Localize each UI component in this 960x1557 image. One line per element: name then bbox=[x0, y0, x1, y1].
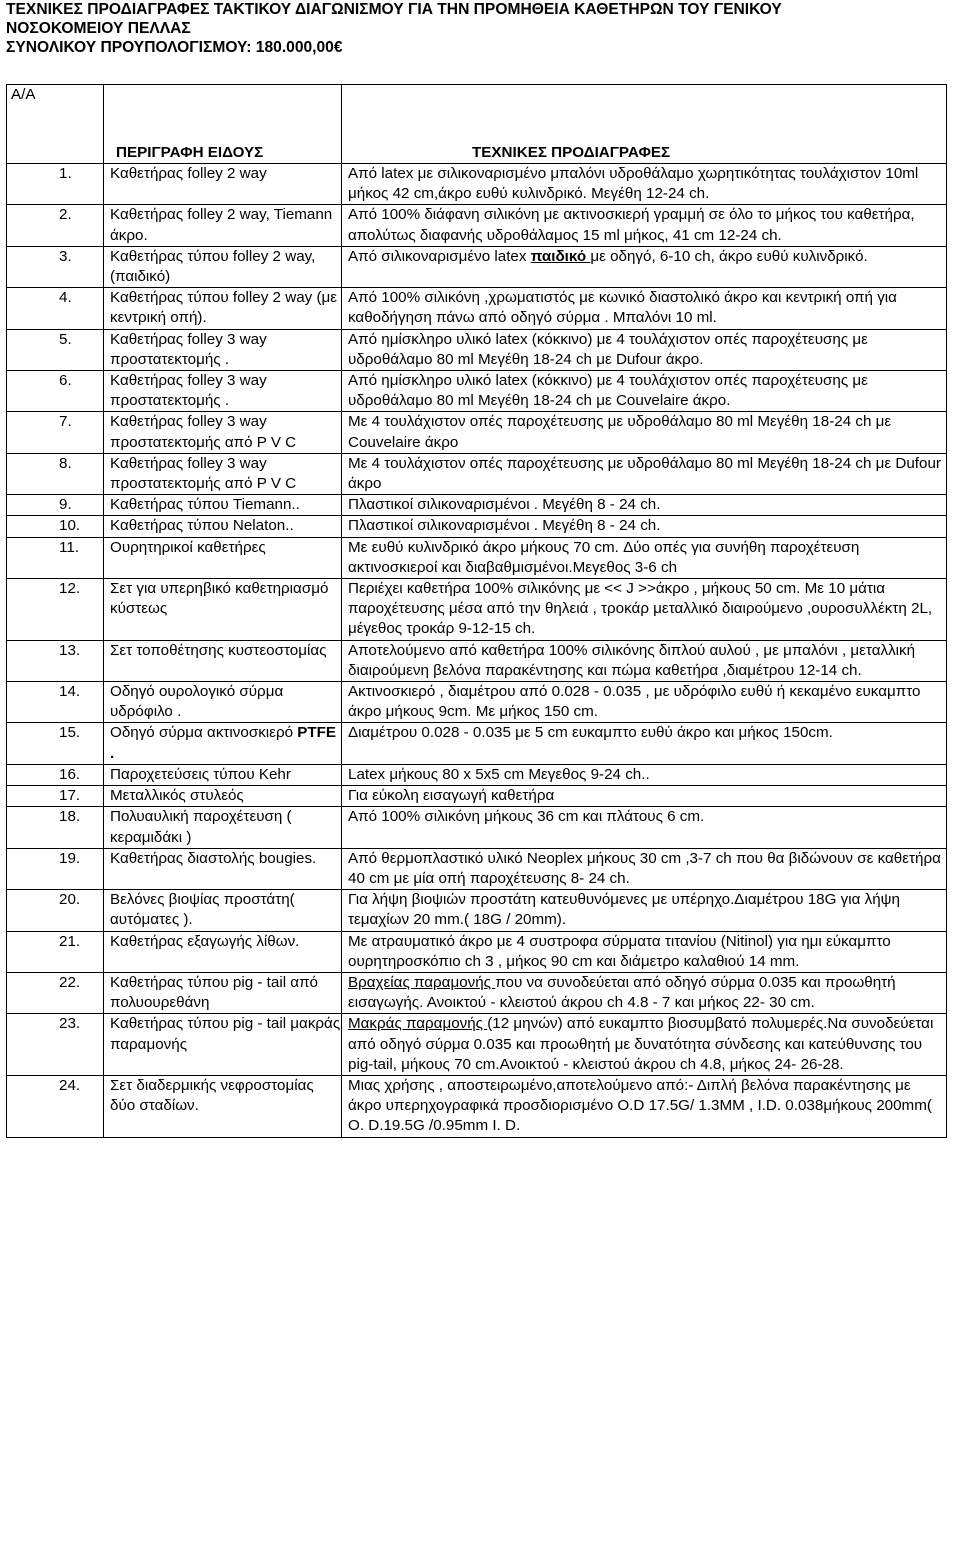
row-number: 4. bbox=[7, 288, 104, 329]
row-specification: Με 4 τουλάχιστον οπές παροχέτευσης με υδροθάλαμο 80 ml Μεγέθη 18-24 ch με Couvelaire άκρο bbox=[342, 412, 947, 453]
specification-underlined-text: Μακράς παραμονής bbox=[348, 1015, 488, 1033]
row-description: Καθετήρας τύπου Nelaton.. bbox=[104, 516, 342, 537]
description-text: Οδηγό σύρμα ακτινοσκιερό bbox=[110, 724, 298, 742]
row-specification: Από θερμοπλαστικό υλικό Neoplex μήκους 30 cm ,3-7 ch που θα βιδώνουν σε καθετήρα 40 cm με μία οπή παροχέτευσης 8- 24 ch. bbox=[342, 848, 947, 889]
description-bold-text: PTFE . bbox=[110, 724, 337, 762]
table-row bbox=[7, 537, 947, 578]
row-specification: Ακτινοσκιερό , διαμέτρου από 0.028 - 0.035 , με υδρόφιλο ευθύ ή κεκαμένο ευκαμπτο άκρο μήκους 9cm. Με μήκος 150 cm. bbox=[342, 682, 947, 723]
row-description: Καθετήρας τύπου Tiemann.. bbox=[104, 495, 342, 516]
table-row bbox=[7, 246, 947, 287]
heading-line-1: ΤΕΧΝΙΚΕΣ ΠΡΟΔΙΑΓΡΑΦΕΣ ΤΑΚΤΙΚΟΥ ΔΙΑΓΩΝΙΣΜΟΥ ΓΙΑ ΤΗΝ ΠΡΟΜΗΘΕΙΑ ΚΑΘΕΤΗΡΩΝ ΤΟΥ ΓΕΝΙΚΟΥ bbox=[6, 1, 782, 18]
row-specification bbox=[342, 246, 947, 287]
row-number: 14. bbox=[7, 682, 104, 723]
row-description: Καθετήρας διαστολής bougies. bbox=[104, 848, 342, 889]
row-description: Καθετήρας τύπου pig - tail μακράς παραμονής bbox=[104, 1014, 342, 1076]
row-specification: Latex μήκους 80 x 5x5 cm Μεγεθος 9-24 ch.. bbox=[342, 764, 947, 785]
table-row bbox=[7, 495, 947, 516]
row-description: Πολυαυλική παροχέτευση ( κεραμιδάκι ) bbox=[104, 807, 342, 848]
specification-underlined-text: παιδικό bbox=[530, 247, 591, 265]
row-number: 11. bbox=[7, 537, 104, 578]
table-row bbox=[7, 164, 947, 205]
table-row bbox=[7, 848, 947, 889]
row-specification: Από 100% σιλικόνη ,χρωματιστός με κωνικό διαστολικό άκρο και κεντρική οπή για καθοδήγηση πάνω από οδηγό σύρμα . Μπαλόνι 10 ml. bbox=[342, 288, 947, 329]
row-number: 20. bbox=[7, 890, 104, 931]
row-specification: Περιέχει καθετήρα 100% σιλικόνης με << J >>άκρο , μήκους 50 cm. Με 10 μάτια παροχέτευσης μέσα από την θηλειά , τροκάρ μεταλλικό διαιρούμενο ,ουροσυλλέκτη 2L, μέγεθος τροκάρ 9-12-15 ch. bbox=[342, 579, 947, 641]
table-row bbox=[7, 723, 947, 764]
row-number: 12. bbox=[7, 579, 104, 641]
row-description: Καθετήρας τύπου folley 2 way, (παιδικό) bbox=[104, 246, 342, 287]
row-number: 8. bbox=[7, 453, 104, 494]
table-row bbox=[7, 579, 947, 641]
row-number: 6. bbox=[7, 371, 104, 412]
row-description: Καθετήρας folley 3 way προστατεκτομής από P V C bbox=[104, 453, 342, 494]
specifications-table bbox=[6, 84, 947, 1138]
specification-text: Από σιλικοναρισμένο latex bbox=[348, 247, 531, 265]
row-specification bbox=[342, 1014, 947, 1076]
table-row bbox=[7, 516, 947, 537]
row-specification: Με 4 τουλάχιστον οπές παροχέτευσης με υδροθάλαμο 80 ml Μεγέθη 18-24 ch με Dufour άκρο bbox=[342, 453, 947, 494]
row-description: Καθετήρας τύπου pig - tail από πολυουρεθάνη bbox=[104, 972, 342, 1013]
row-description: Οδηγό ουρολογικό σύρμα υδρόφιλο . bbox=[104, 682, 342, 723]
table-row bbox=[7, 682, 947, 723]
table-row bbox=[7, 807, 947, 848]
heading-line-2: ΝΟΣΟΚΟΜΕΙΟΥ ΠΕΛΛΑΣ bbox=[6, 20, 191, 37]
table-row bbox=[7, 764, 947, 785]
table-row bbox=[7, 288, 947, 329]
row-specification: Από ημίσκληρο υλικό latex (κόκκινο) με 4 τουλάχιστον οπές παροχέτευσης με υδροθάλαμο 80 ml Μεγέθη 18-24 ch με Couvelaire άκρο. bbox=[342, 371, 947, 412]
row-number: 21. bbox=[7, 931, 104, 972]
row-description: Σετ διαδερμικής νεφροστομίας δύο σταδίων. bbox=[104, 1075, 342, 1137]
header-specifications: ΤΕΧΝΙΚΕΣ ΠΡΟΔΙΑΓΡΑΦΕΣ bbox=[342, 85, 947, 164]
row-description: Καθετήρας folley 2 way bbox=[104, 164, 342, 205]
row-number: 10. bbox=[7, 516, 104, 537]
row-description: Καθετήρας τύπου folley 2 way (με κεντρική οπή). bbox=[104, 288, 342, 329]
specification-text: (12 μηνών) από ευκαμπτο βιοσυμβατό πολυμερές.Να συνοδεύεται από οδηγό σύρμα 0.035 και προωθητή με δυνατότητα σύνδεσης και κατεύθυνσης του pig-tail, μήκους 70 cm.Ανοικτού - κλειστού άκρου ch 4.8, μήκος 24- 26-28. bbox=[348, 1015, 934, 1073]
header-aa: Α/Α bbox=[7, 85, 104, 164]
header-description: ΠΕΡΙΓΡΑΦΗ ΕΙΔΟΥΣ bbox=[104, 85, 342, 164]
row-description: Καθετήρας εξαγωγής λίθων. bbox=[104, 931, 342, 972]
row-number: 5. bbox=[7, 329, 104, 370]
row-specification: Από 100% σιλικόνη μήκους 36 cm και πλάτους 6 cm. bbox=[342, 807, 947, 848]
row-description: Καθετήρας folley 2 way, Tiemann άκρο. bbox=[104, 205, 342, 246]
table-row bbox=[7, 412, 947, 453]
row-specification: Με ατραυματικό άκρο με 4 συστροφα σύρματα τιτανίου (Nitinol) για ημι εύκαμπτο ουρητηροσκόπιο ch 3 , μήκος 90 cm και διάμετρο καλαθιού 14 mm. bbox=[342, 931, 947, 972]
table-row bbox=[7, 1075, 947, 1137]
row-number: 18. bbox=[7, 807, 104, 848]
row-specification: Για λήψη βιοψιών προστάτη κατευθυνόμενες με υπέρηχο.Διαμέτρου 18G για λήψη τεμαχίων 20 mm.( 18G / 20mm). bbox=[342, 890, 947, 931]
row-number: 19. bbox=[7, 848, 104, 889]
table-row bbox=[7, 972, 947, 1013]
row-specification: Από ημίσκληρο υλικό latex (κόκκινο) με 4 τουλάχιστον οπές παροχέτευσης με υδροθάλαμο 80 ml Μεγέθη 18-24 ch με Dufour άκρο. bbox=[342, 329, 947, 370]
row-description: Καθετήρας folley 3 way προστατεκτομής . bbox=[104, 371, 342, 412]
row-specification bbox=[342, 972, 947, 1013]
table-row bbox=[7, 786, 947, 807]
heading-line-3: ΣΥΝΟΛΙΚΟΥ ΠΡΟΥΠΟΛΟΓΙΣΜΟΥ: 180.000,00€ bbox=[6, 39, 343, 56]
row-number: 7. bbox=[7, 412, 104, 453]
row-number: 13. bbox=[7, 640, 104, 681]
row-description: Σετ τοποθέτησης κυστεοστομίας bbox=[104, 640, 342, 681]
table-row bbox=[7, 371, 947, 412]
row-specification: Για εύκολη εισαγωγή καθετήρα bbox=[342, 786, 947, 807]
specification-text: που να συνοδεύεται από οδηγό σύρμα 0.035 και προωθητή εισαγωγής. Ανοικτού - κλειστού άκρου ch 4.8 - 7 και μήκος 22- 30 cm. bbox=[348, 973, 896, 1012]
specification-underlined-text: Βραχείας παραμονής bbox=[348, 973, 496, 991]
specification-text: με οδηγό, 6-10 ch, άκρο ευθύ κυλινδρικό. bbox=[590, 247, 868, 265]
row-specification: Μιας χρήσης , αποστειρωμένο,αποτελούμενο από:- Διπλή βελόνα παρακέντησης με άκρο υπερηχογραφικά προσδιορισμένο O.D 17.5G/ 1.3MM , I.D. 0.038μήκους 200mm( O. D.19.5G /0.95mm I. D. bbox=[342, 1075, 947, 1137]
row-description: Μεταλλικός στυλεός bbox=[104, 786, 342, 807]
row-number: 15. bbox=[7, 723, 104, 764]
row-description: Καθετήρας folley 3 way προστατεκτομής από P V C bbox=[104, 412, 342, 453]
row-number: 2. bbox=[7, 205, 104, 246]
row-specification: Αποτελούμενο από καθετήρα 100% σιλικόνης διπλού αυλού , με μπαλόνι , μεταλλική διαιρούμενη βελόνα παρακέντησης και πώμα καθετήρα ,διαμέτρου 12-14 ch. bbox=[342, 640, 947, 681]
row-description: Παροχετεύσεις τύπου Kehr bbox=[104, 764, 342, 785]
row-specification: Με ευθύ κυλινδρικό άκρο μήκους 70 cm. Δύο οπές για συνήθη παροχέτευση ακτινοσκιεροί και διαβαθμισμένοι.Μεγεθος 3-6 ch bbox=[342, 537, 947, 578]
table-row bbox=[7, 329, 947, 370]
row-number: 17. bbox=[7, 786, 104, 807]
row-description: Σετ για υπερηβικό καθετηριασμό κύστεως bbox=[104, 579, 342, 641]
table-row bbox=[7, 931, 947, 972]
table-row bbox=[7, 1014, 947, 1076]
table-row bbox=[7, 890, 947, 931]
row-specification: Πλαστικοί σιλικοναρισμένοι . Μεγέθη 8 - 24 ch. bbox=[342, 495, 947, 516]
row-number: 9. bbox=[7, 495, 104, 516]
row-number: 23. bbox=[7, 1014, 104, 1076]
table-header-row bbox=[7, 85, 947, 164]
row-description bbox=[104, 723, 342, 764]
row-description: Βελόνες βιοψίας προστάτη( αυτόματες ). bbox=[104, 890, 342, 931]
row-specification: Πλαστικοί σιλικοναρισμένοι . Μεγέθη 8 - 24 ch. bbox=[342, 516, 947, 537]
table-row bbox=[7, 205, 947, 246]
row-number: 22. bbox=[7, 972, 104, 1013]
row-description: Καθετήρας folley 3 way προστατεκτομής . bbox=[104, 329, 342, 370]
row-number: 3. bbox=[7, 246, 104, 287]
table-row bbox=[7, 640, 947, 681]
row-specification: Από 100% διάφανη σιλικόνη με ακτινοσκιερή γραμμή σε όλο το μήκος του καθετήρα, απολύτως διαφανής υδροθάλαμος 15 ml μήκος, 41 cm 12-24 ch. bbox=[342, 205, 947, 246]
row-number: 16. bbox=[7, 764, 104, 785]
document-heading bbox=[6, 0, 782, 57]
row-number: 1. bbox=[7, 164, 104, 205]
table-row bbox=[7, 453, 947, 494]
row-specification: Διαμέτρου 0.028 - 0.035 με 5 cm ευκαμπτο ευθύ άκρο και μήκος 150cm. bbox=[342, 723, 947, 764]
row-description: Ουρητηρικοί καθετήρες bbox=[104, 537, 342, 578]
row-specification: Από latex με σιλικοναρισμένο μπαλόνι υδροθάλαμο χωρητικότητας τουλάχιστον 10ml μήκος 42 cm,άκρο ευθύ κυλινδρικό. Μεγέθη 12-24 ch. bbox=[342, 164, 947, 205]
row-number: 24. bbox=[7, 1075, 104, 1137]
